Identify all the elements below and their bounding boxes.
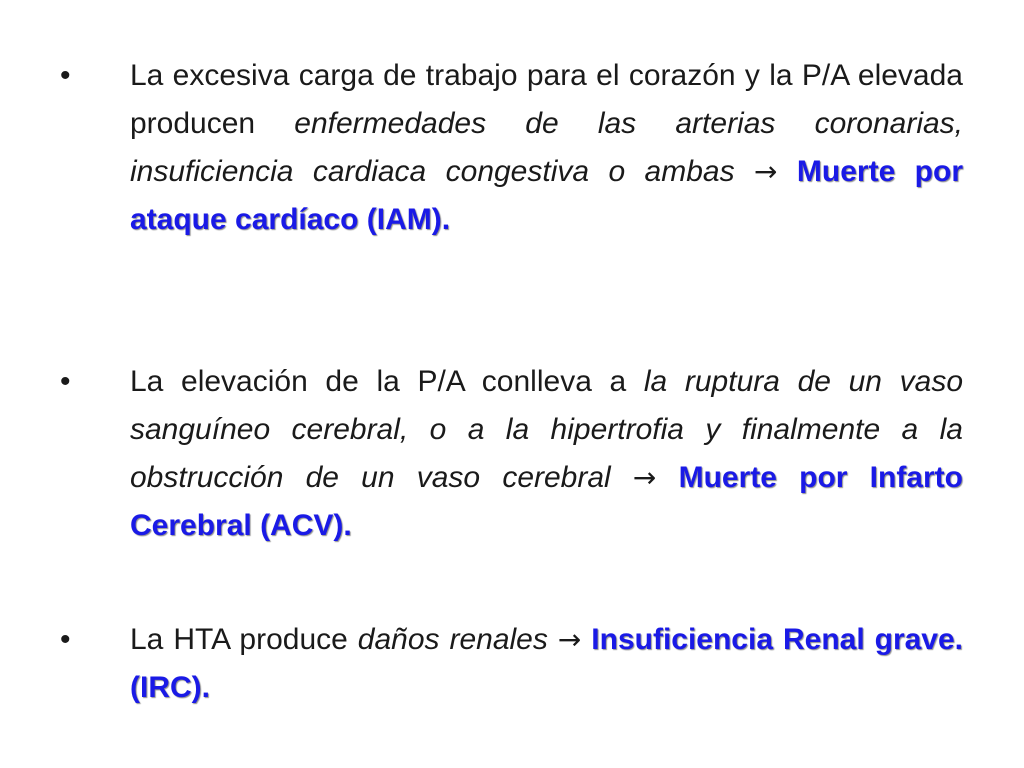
italic-text-segment: la ruptura de un vaso sanguíneo cerebral, o a la hipertrofia y finalmente a la obstrucción de un vaso cerebral	[130, 365, 963, 494]
right-arrow-icon: →	[754, 155, 778, 188]
highlight-text-segment: Insuficiencia Renal grave. (IRC).	[130, 623, 964, 704]
italic-text-segment: enfermedades de las arterias coronarias, insuficiencia cardiaca congestiva o ambas	[130, 107, 963, 188]
text-segment: La elevación de la P/A conlleva a	[130, 365, 644, 398]
highlight-text-segment: Muerte por ataque cardíaco (IAM).	[130, 155, 964, 236]
bullet-marker: •	[60, 365, 71, 398]
highlight-text-segment: Muerte por Infarto Cerebral (ACV).	[130, 461, 963, 542]
text-segment: La HTA produce	[130, 623, 358, 656]
bullet-text	[130, 616, 963, 712]
text-segment	[656, 461, 678, 494]
bullet-text	[130, 52, 963, 244]
bullet-marker: •	[60, 59, 71, 92]
text-segment	[581, 623, 591, 656]
right-arrow-icon: →	[632, 461, 657, 494]
text-segment: La excesiva carga de trabajo para el corazón y la P/A elevada producen	[130, 59, 963, 140]
bullet-text	[130, 358, 963, 550]
bullet-marker: •	[60, 623, 71, 656]
text-segment	[778, 155, 797, 188]
italic-text-segment: daños renales	[357, 623, 558, 656]
right-arrow-icon: →	[557, 623, 582, 656]
